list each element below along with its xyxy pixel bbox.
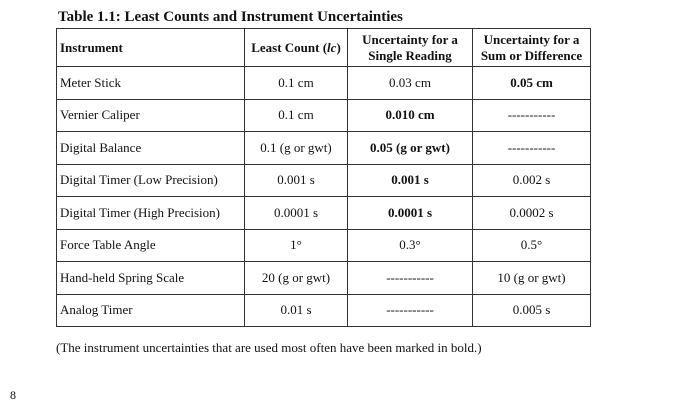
- table-footnote: (The instrument uncertainties that are used most often have been marked in bold.): [56, 340, 482, 355]
- cell-single: 0.3°: [348, 229, 473, 262]
- cell-single: -----------: [348, 294, 473, 327]
- table-row: [57, 197, 591, 230]
- cell-instrument: Digital Timer (High Precision): [57, 197, 245, 230]
- table-caption: Table 1.1: Least Counts and Instrument Uncertainties: [58, 9, 403, 25]
- table-row: [57, 294, 591, 327]
- cell-instrument: Meter Stick: [57, 67, 245, 100]
- cell-single: 0.05 (g or gwt): [348, 132, 473, 165]
- cell-instrument: Vernier Caliper: [57, 99, 245, 132]
- cell-instrument: Digital Timer (Low Precision): [57, 164, 245, 197]
- cell-instrument: Force Table Angle: [57, 229, 245, 262]
- uncertainty-table: [56, 28, 591, 327]
- table-row: [57, 99, 591, 132]
- cell-instrument: Analog Timer: [57, 294, 245, 327]
- cell-sum: -----------: [473, 99, 591, 132]
- header-sum-difference: Uncertainty for a Sum or Difference: [473, 29, 591, 67]
- header-single-reading: Uncertainty for a Single Reading: [348, 29, 473, 67]
- header-instrument: Instrument: [57, 29, 245, 67]
- cell-least-count: 0.1 cm: [245, 67, 348, 100]
- cell-least-count: 0.001 s: [245, 164, 348, 197]
- cell-sum: 0.05 cm: [473, 67, 591, 100]
- table-row: [57, 164, 591, 197]
- table-row: [57, 229, 591, 262]
- cell-least-count: 20 (g or gwt): [245, 262, 348, 295]
- cell-single: -----------: [348, 262, 473, 295]
- cell-sum: 0.002 s: [473, 164, 591, 197]
- cell-sum: 0.005 s: [473, 294, 591, 327]
- cell-single: 0.0001 s: [348, 197, 473, 230]
- cell-least-count: 0.0001 s: [245, 197, 348, 230]
- header-least-count: Least Count (lc): [245, 29, 348, 67]
- table-row: [57, 132, 591, 165]
- table-row: [57, 262, 591, 295]
- cell-sum: 0.0002 s: [473, 197, 591, 230]
- cell-least-count: 1°: [245, 229, 348, 262]
- cell-sum: -----------: [473, 132, 591, 165]
- cell-single: 0.001 s: [348, 164, 473, 197]
- cell-least-count: 0.1 cm: [245, 99, 348, 132]
- cell-sum: 0.5°: [473, 229, 591, 262]
- cell-instrument: Hand-held Spring Scale: [57, 262, 245, 295]
- cell-least-count: 0.01 s: [245, 294, 348, 327]
- cell-least-count: 0.1 (g or gwt): [245, 132, 348, 165]
- cell-instrument: Digital Balance: [57, 132, 245, 165]
- table-row: [57, 67, 591, 100]
- cell-single: 0.03 cm: [348, 67, 473, 100]
- cell-sum: 10 (g or gwt): [473, 262, 591, 295]
- cell-single: 0.010 cm: [348, 99, 473, 132]
- table-header-row: [57, 29, 591, 67]
- page-number: 8: [10, 388, 16, 402]
